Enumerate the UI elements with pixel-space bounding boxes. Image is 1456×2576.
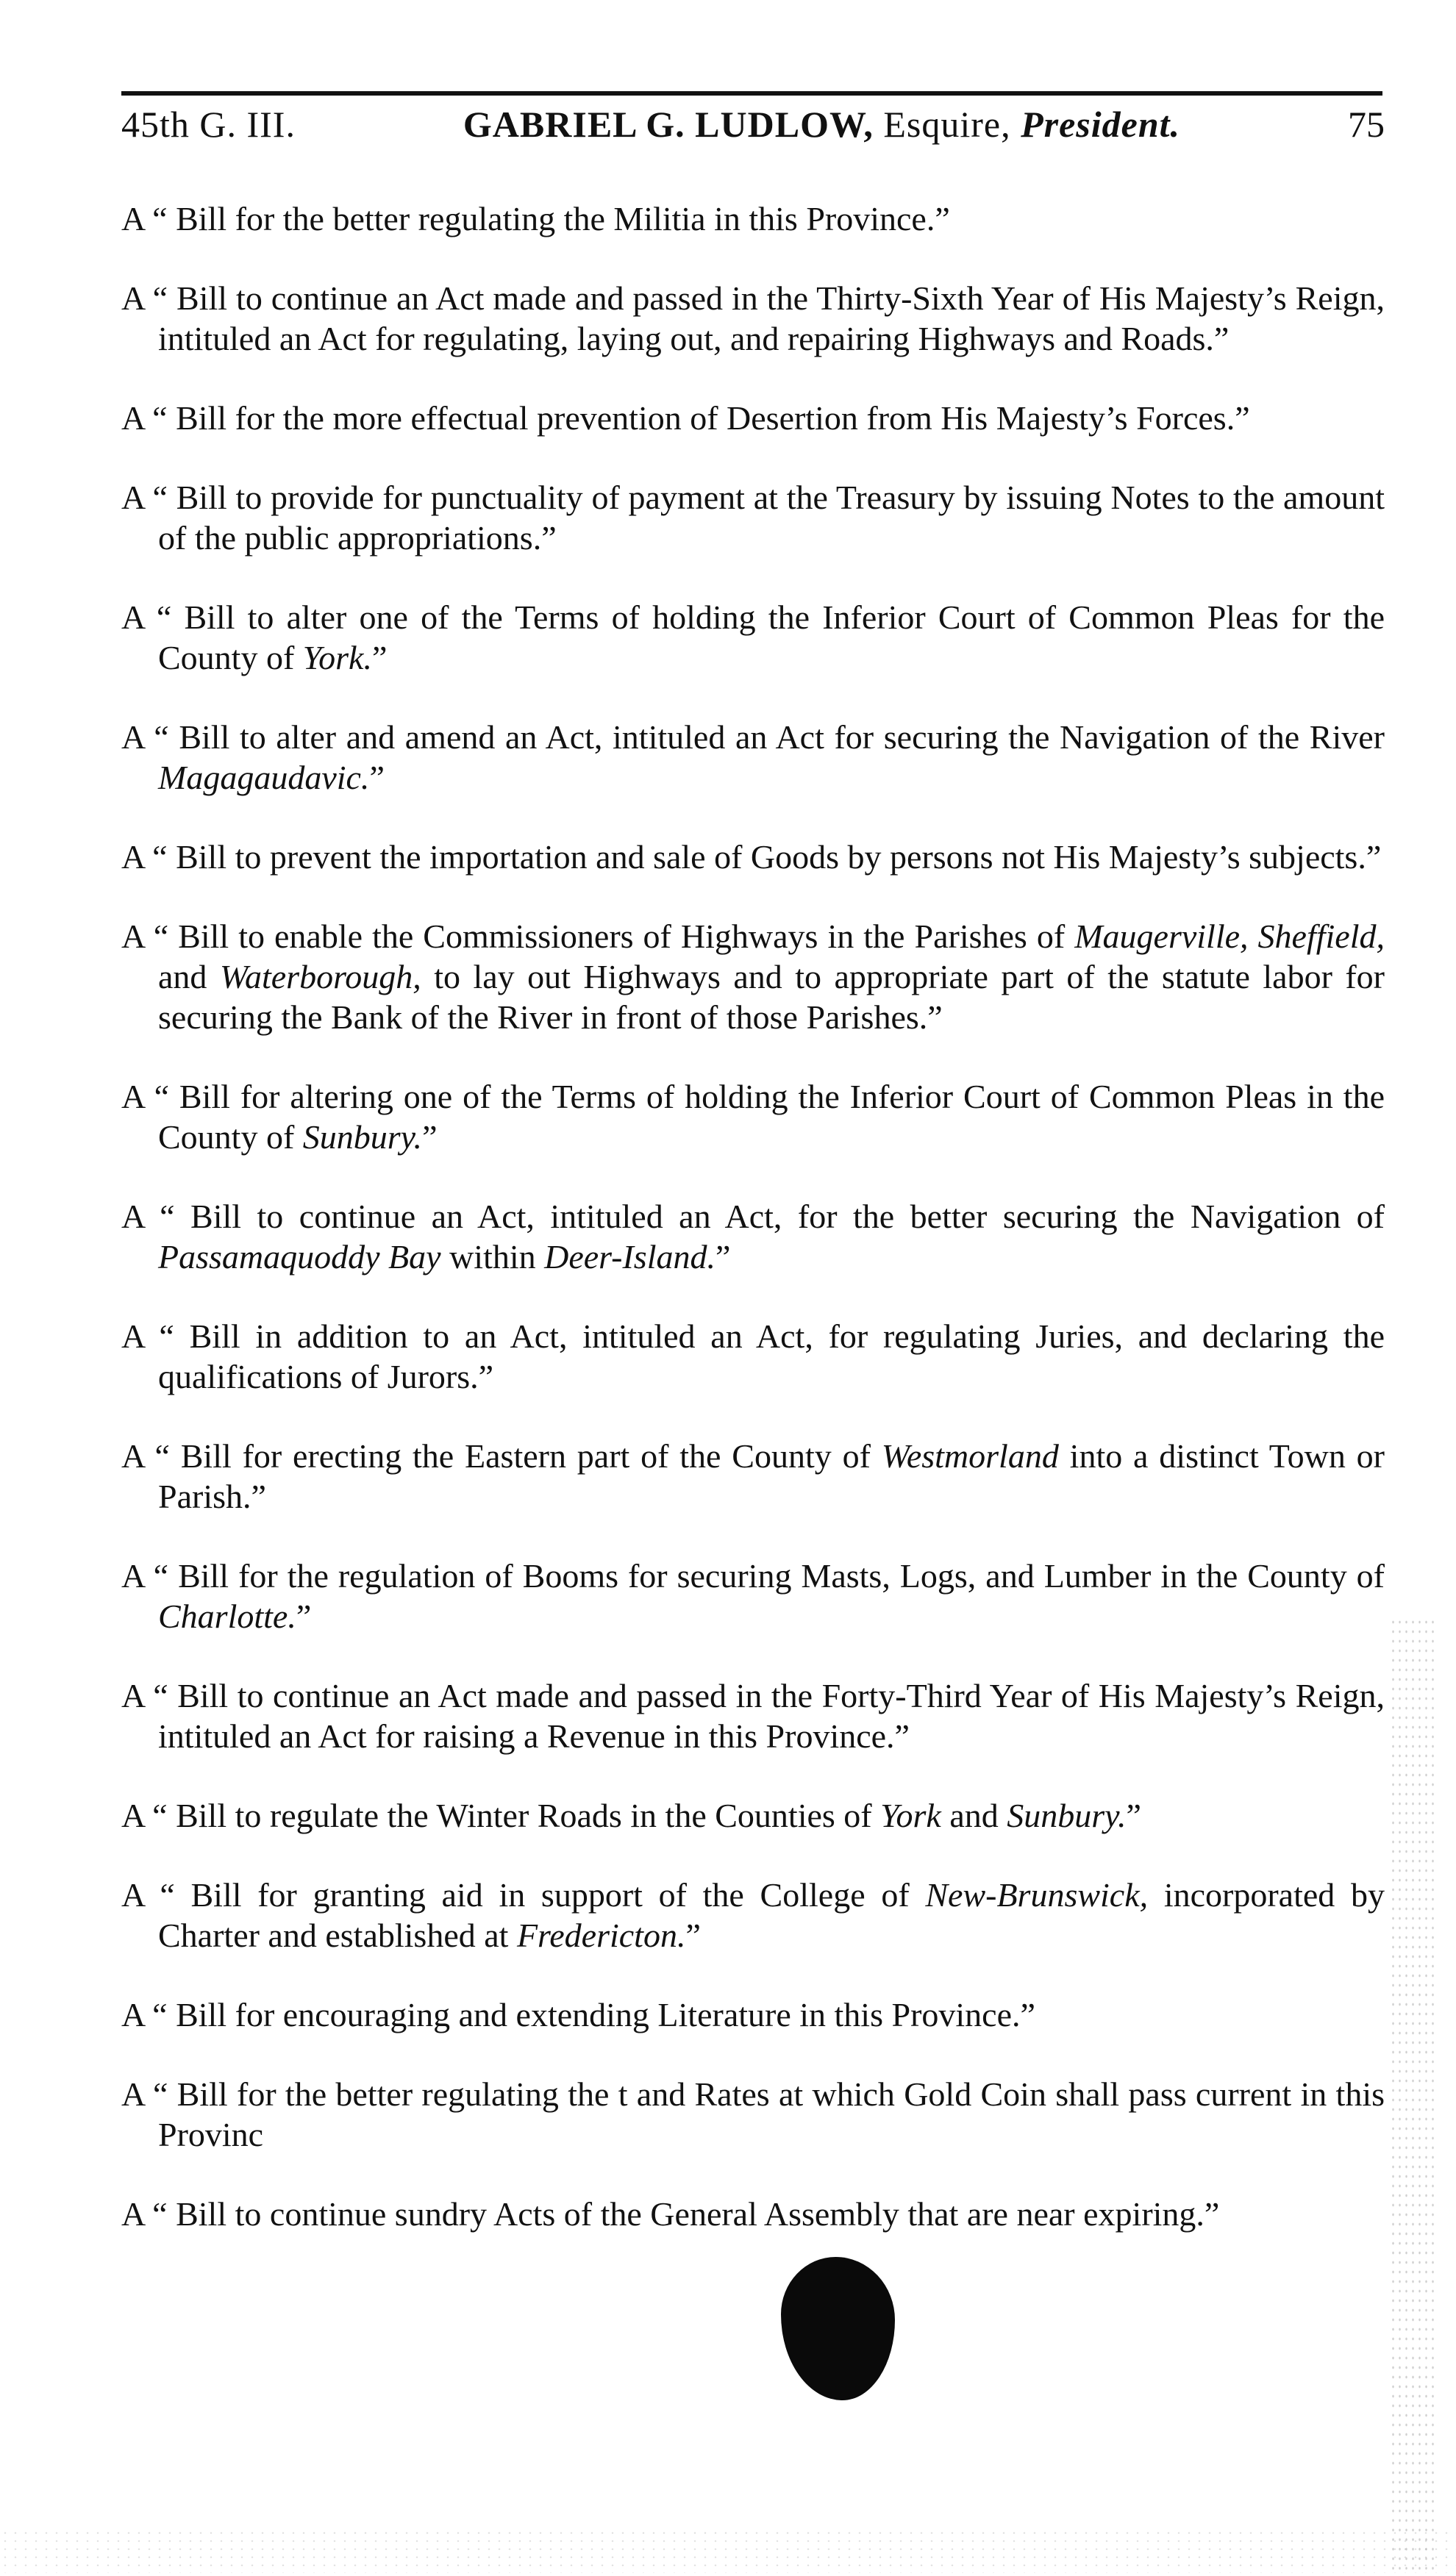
bill-text-italic: Magagaudavic. [158,759,370,796]
president-title: President. [1021,104,1181,145]
bill-text: ” [685,1917,701,1954]
bill-text-italic: New-Brunswick, [925,1876,1149,1914]
bill-text: A “ Bill for encouraging and extending Literature in this Province.” [121,1996,1035,2033]
bill-entry [121,1436,1385,1517]
bill-list [121,198,1385,2234]
bill-text: A “ Bill for the better regulating the Militia in this Province.” [121,200,950,237]
bill-text: A “ Bill to alter and amend an Act, intituled an Act for securing the Navigation of the River [121,718,1385,756]
regnal-year: 45th G. III. [121,104,296,145]
bill-entry [121,597,1385,678]
bill-text-italic: Charlotte. [158,1598,296,1635]
bill-text: A “ Bill for erecting the Eastern part of the County of [121,1437,882,1475]
page-edge-specks [1390,1617,1434,2573]
bill-entry [121,278,1385,359]
president-honorific: Esquire, [873,104,1021,145]
bill-text: ” [369,759,385,796]
bill-text: A “ Bill to continue an Act made and passed in the Forty-Third Year of His Majesty’s Reign, intituled an Act for raising a Revenue in this Province.” [121,1677,1385,1755]
bill-text: A “ Bill for granting aid in support of the College of [121,1876,926,1914]
bill-text: into a distinct Town or Parish.” [158,1437,1385,1515]
bill-text: incorporated by Charter and established at [158,1876,1385,1954]
bill-text: A “ Bill to prevent the importation and sale of Goods by persons not His Majesty’s subjects.” [121,838,1382,876]
bill-text: A “ Bill to continue sundry Acts of the General Assembly that are near expiring.” [121,2195,1220,2233]
bill-text: A “ Bill for the more effectual prevention of Desertion from His Majesty’s Forces.” [121,399,1250,437]
bill-entry [121,1316,1385,1397]
bill-text-italic: York [880,1797,941,1834]
bill-text-italic: Sunbury. [302,1118,423,1156]
running-title [463,103,1180,146]
bill-text: to lay out Highways and to appropriate part of the statute labor for securing the Bank of the River in front of those Parishes.” [158,958,1385,1036]
running-header [121,103,1385,162]
bill-text: A “ Bill to continue an Act, intituled an Act, for the better securing the Navigation of [121,1198,1385,1235]
bill-entry [121,1196,1385,1277]
bill-entry [121,1875,1385,1956]
bill-text: A “ Bill to regulate the Winter Roads in the Counties of [121,1797,881,1834]
bill-text: A “ Bill in addition to an Act, intituled an Act, for regulating Juries, and declaring the qualifications of Jurors.” [121,1317,1385,1395]
page-number: 75 [1348,104,1385,145]
bill-entry [121,1994,1385,2035]
bill-text: A “ Bill for the regulation of Booms for securing Masts, Logs, and Lumber in the County of [121,1557,1385,1595]
bill-entry [121,1675,1385,1756]
bill-entry [121,198,1385,239]
bill-text: and [941,1797,1007,1834]
bill-entry [121,837,1385,877]
bill-entry [121,2074,1385,2155]
header-rule [121,91,1382,96]
bill-text-italic: Deer-Island. [544,1238,715,1276]
bill-text: ” [296,1598,312,1635]
bill-entry [121,1556,1385,1636]
bill-entry [121,717,1385,798]
bill-text: within [440,1238,545,1276]
bill-entry [121,398,1385,438]
bill-entry [121,477,1385,558]
bill-text: ” [371,639,388,676]
bill-text: ” [715,1238,731,1276]
bill-text: t and Rates at which Gold Coin shall pass current in this Provinc [158,2075,1385,2153]
bill-text-italic: Waterborough, [219,958,421,995]
bill-entry [121,2194,1385,2234]
page-bottom-specks [0,2529,1456,2573]
bill-entry [121,1795,1385,1836]
bill-text: A “ Bill to continue an Act made and passed in the Thirty-Sixth Year of His Majesty’s Reign, intituled an Act for regulating, laying out, and repairing Highways and Roads.” [121,279,1385,357]
bill-text: A “ Bill for the better regulating the [121,2075,610,2113]
bill-text-italic: York. [302,639,372,676]
bill-text: A “ Bill for altering one of the Terms of holding the Inferior Court of Common Pleas in the County of [121,1078,1385,1156]
bill-text: A “ Bill to alter one of the Terms of holding the Inferior Court of Common Pleas for the County of [121,598,1385,676]
bill-text-italic: Fredericton. [516,1917,686,1954]
bill-text-italic: Sunbury. [1007,1797,1127,1834]
bill-entry [121,916,1385,1037]
bill-text: ” [1126,1797,1141,1834]
bill-text [609,2075,618,2113]
bill-text-italic: Maugerville, Sheffield, [1074,917,1385,955]
president-name: GABRIEL G. LUDLOW, [463,104,874,145]
bill-text-italic: Passamaquoddy Bay [158,1238,441,1276]
bill-text: and [158,958,220,995]
bill-text: A “ Bill to provide for punctuality of payment at the Treasury by issuing Notes to the amount of the public appropriations.” [121,479,1385,557]
bill-text: A “ Bill to enable the Commissioners of Highways in the Parishes of [121,917,1075,955]
bill-text-italic: Westmorland [881,1437,1059,1475]
bill-text: ” [422,1118,438,1156]
bill-entry [121,1076,1385,1157]
ink-stain [781,2257,895,2400]
